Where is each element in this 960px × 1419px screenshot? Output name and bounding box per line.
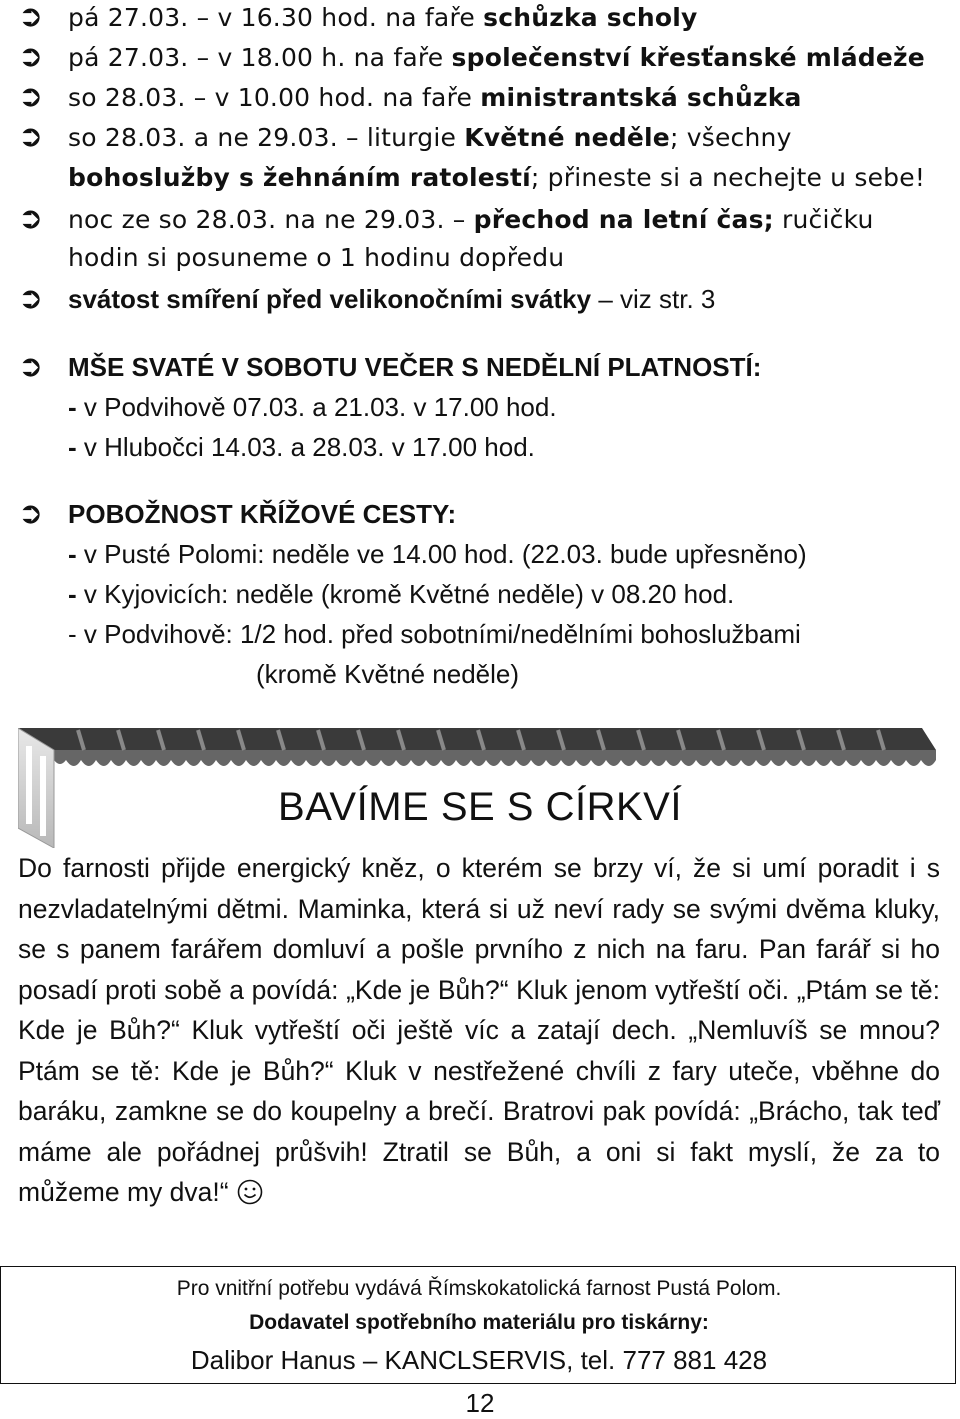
list-item (0, 282, 960, 322)
article-body: Do farnosti přijde energický kněz, o kterém se brzy ví, že si umí poradit i s nezvladatelnými dětmi. Maminka, která si už neví rady se svými dvěma kluky, se s panem farářem domluví a pošle prvního z nich na faru. Pan farář si ho posadí proti sobě a povídá: „Kde je Bůh?“ Kluk jenom vytřeští oči. „Ptám se tě: Kde je Bůh?“ Kluk vytřeští oči ještě víc a zatají dech. „Nemluvíš se mnou? Ptám se tě: Kde je Bůh?“ Kluk v nestřežené chvíli z fary uteče, vběhne do baráku, zamkne se do koupelny a brečí. Bratrovi pak povídá: „Brácho, tak teď máme ale pořádnej průšvih! Ztratil se Bůh, a oni si fakt myslí, že za to můžeme my dva!“ (18, 848, 940, 1217)
smiley-icon (237, 1176, 263, 1217)
list-item (0, 202, 960, 282)
schedule-line: - v Kyjovicích: neděle (kromě Květné neděle) v 08.20 hod. (68, 579, 735, 609)
announcement-text: pá 27.03. – v 16.30 hod. na faře schůzka scholy (68, 3, 698, 32)
arrow-right-icon: ➲ (18, 349, 44, 384)
list-item (0, 80, 960, 116)
list-item (0, 120, 960, 200)
arrow-right-icon: ➲ (18, 119, 44, 154)
announcement-text: so 28.03. a ne 29.03. – liturgie Květné neděle; všechny (68, 123, 792, 152)
announcement-text-continued: bohoslužby s žehnáním ratolestí; přineste si a nechejte u sebe! (68, 163, 926, 192)
list-item (0, 40, 960, 76)
schedule-line: - v Podvihově 07.03. a 21.03. v 17.00 hod. (68, 392, 557, 422)
arrow-right-icon: ➲ (18, 0, 44, 34)
announcement-text-continued: hodin si posuneme o 1 hodinu dopředu (68, 243, 565, 272)
schedule-line: - v Pusté Polomi: neděle ve 14.00 hod. (22.03. bude upřesněno) (68, 539, 807, 569)
announcement-text: svátost smíření před velikonočními svátky – viz str. 3 (68, 284, 716, 314)
schedule-line: - v Podvihově: 1/2 hod. před sobotními/nedělními bohoslužbami (68, 619, 801, 649)
arrow-right-icon: ➲ (18, 281, 44, 316)
arrow-right-icon: ➲ (18, 201, 44, 236)
schedule-line: (kromě Květné neděle) (256, 659, 520, 689)
announcement-text: noc ze so 28.03. na ne 29.03. – přechod na letní čas; ručičku (68, 205, 874, 234)
announcement-text: pá 27.03. – v 18.00 h. na faře společenství křesťanské mládeže (68, 43, 925, 72)
supplier-heading: Dodavatel spotřebního materiálu pro tiskárny: (249, 1311, 709, 1334)
section-heading: MŠE SVATÉ V SOBOTU VEČER S NEDĚLNÍ PLATNOSTÍ: (68, 352, 762, 382)
section-heading: POBOŽNOST KŘÍŽOVÉ CESTY: (68, 499, 457, 529)
arrow-right-icon: ➲ (18, 79, 44, 114)
list-item (0, 497, 960, 707)
list-item (0, 0, 960, 36)
schedule-line: - v Hlubočci 14.03. a 28.03. v 17.00 hod. (68, 432, 535, 462)
arrow-right-icon: ➲ (18, 496, 44, 531)
publisher-box (0, 1266, 956, 1384)
list-item (0, 350, 960, 470)
arrow-right-icon: ➲ (18, 39, 44, 74)
supplier-contact: Dalibor Hanus – KANCLSERVIS, tel. 777 881 428 (190, 1345, 768, 1375)
article-title: BAVÍME SE S CÍRKVÍ (278, 785, 682, 829)
announcement-text: so 28.03. – v 10.00 hod. na faře ministrantská schůzka (68, 83, 802, 112)
publisher-line: Pro vnitřní potřebu vydává Římskokatolická farnost Pustá Polom. (176, 1277, 782, 1300)
page-number: 12 (465, 1388, 495, 1418)
